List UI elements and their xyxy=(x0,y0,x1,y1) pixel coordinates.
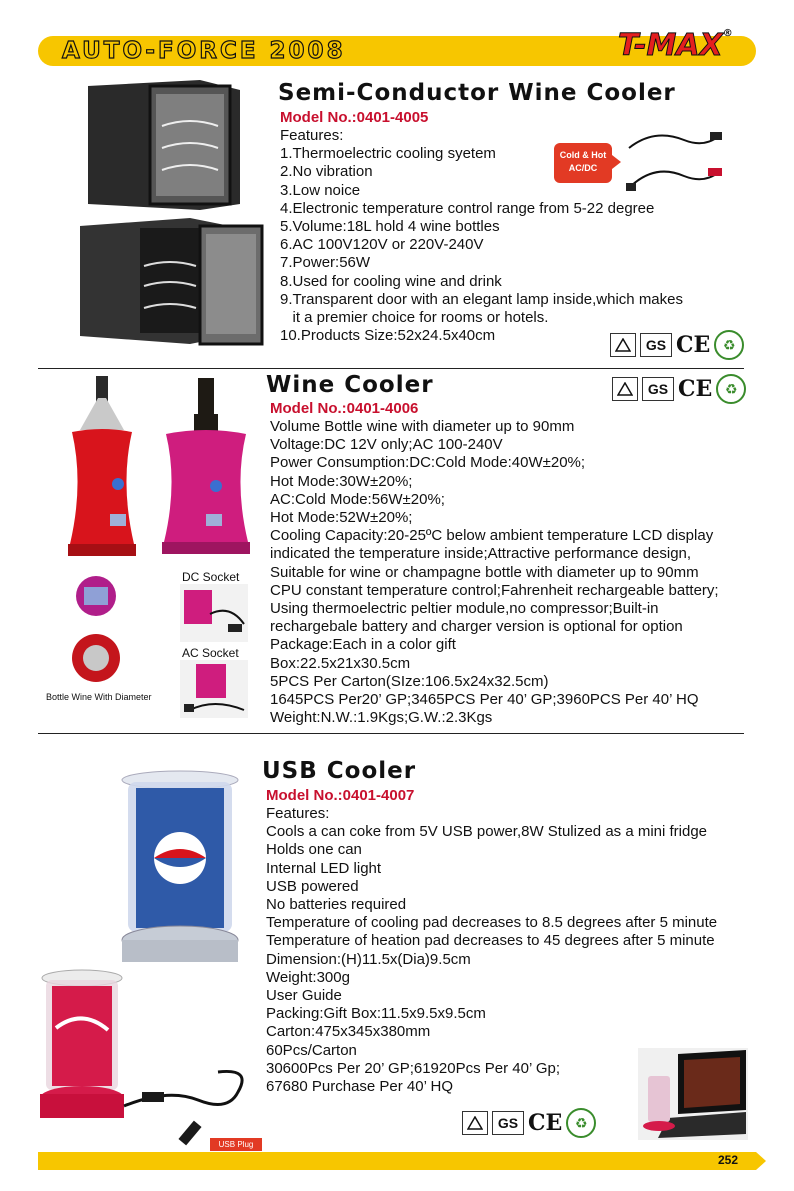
spec-line: Hot Mode:52W±20%; xyxy=(270,509,413,527)
spec-line: Voltage:DC 12V only;AC 100-240V xyxy=(270,436,503,454)
feature-line: Packing:Gift Box:11.5x9.5x9.5cm xyxy=(266,1005,486,1023)
spec-line: Cooling Capacity:20-25ºC below ambient temperature LCD display xyxy=(270,527,714,545)
feature-line: Cools a can coke from 5V USB power,8W Stulized as a mini fridge xyxy=(266,823,708,841)
section-divider xyxy=(38,733,744,734)
product-1-features xyxy=(280,127,683,345)
safety-mark-icon xyxy=(610,333,636,357)
dc-socket-label: DC Socket xyxy=(182,570,240,584)
feature-line: Carton:475x345x380mm xyxy=(266,1023,431,1041)
spec-line: 1645PCS Per20’ GP;3465PCS Per 40’ GP;3960PCS Per 40’ HQ xyxy=(270,691,699,709)
feature-line: 2.No vibration xyxy=(280,163,373,181)
product-2-certifications xyxy=(612,374,746,404)
safety-mark-icon xyxy=(462,1111,488,1135)
laptop-usb-cooler-image xyxy=(638,1048,748,1140)
spec-line: Volume Bottle wine with diameter up to 90mm xyxy=(270,418,575,435)
feature-line: USB powered xyxy=(266,877,359,895)
ce-mark-icon: CE xyxy=(528,1110,563,1136)
product-1-model: Model No.:0401-4005 xyxy=(280,109,429,126)
spec-line: 5PCS Per Carton(SIze:106.5x24x32.5cm) xyxy=(270,672,549,690)
ac-socket-label: AC Socket xyxy=(182,646,239,660)
eco-mark-icon: ♻ xyxy=(566,1108,596,1138)
feature-line: 9.Transparent door with an elegant lamp inside,which makes xyxy=(280,290,683,308)
feature-line: Internal LED light xyxy=(266,859,382,877)
eco-mark-icon: ♻ xyxy=(716,374,746,404)
gs-mark-icon: GS xyxy=(640,333,672,357)
gs-mark-icon: GS xyxy=(492,1111,524,1135)
product-3-model: Model No.:0401-4007 xyxy=(266,787,415,804)
spec-line: Weight:N.W.:1.9Kgs;G.W.:2.3Kgs xyxy=(270,709,493,727)
feature-line: User Guide xyxy=(266,987,342,1005)
spec-line: Box:22.5x21x30.5cm xyxy=(270,654,411,672)
section-divider xyxy=(38,368,744,369)
product-3-certifications xyxy=(462,1108,596,1138)
feature-line: Weight:300g xyxy=(266,968,350,986)
cold-hot-badge xyxy=(554,143,612,183)
dc-socket-image xyxy=(180,584,248,642)
spec-line: AC:Cold Mode:56W±20%; xyxy=(270,490,445,508)
usb-cooler-blue-image xyxy=(112,770,252,970)
product-2-model: Model No.:0401-4006 xyxy=(270,400,419,417)
feature-line: 10.Products Size:52x24.5x40cm xyxy=(280,327,496,345)
ac-socket-image xyxy=(180,660,248,718)
feature-line: 8.Used for cooling wine and drink xyxy=(280,272,502,290)
feature-line: 6.AC 100V120V or 220V-240V xyxy=(280,236,484,254)
lcd-and-diameter-images xyxy=(68,574,124,684)
gs-mark-icon: GS xyxy=(642,377,674,401)
feature-line: it a premier choice for rooms or hotels. xyxy=(280,309,549,327)
page-number: 252 xyxy=(718,1153,739,1167)
page-arrow-icon xyxy=(756,1152,766,1170)
feature-line: Temperature of cooling pad decreases to 8.5 degrees after 5 minute xyxy=(266,914,718,932)
feature-line: Dimension:(H)11.5x(Dia)9.5cm xyxy=(266,950,471,968)
feature-line: 4.Electronic temperature control range from 5-22 degree xyxy=(280,199,655,217)
safety-mark-icon xyxy=(612,377,638,401)
feature-line: No batteries required xyxy=(266,896,407,914)
wine-cooler-image xyxy=(58,374,258,574)
brand-logo xyxy=(618,28,733,63)
feature-line: Temperature of heation pad decreases to 45 degrees after 5 minute xyxy=(266,932,715,950)
usb-cooler-red-image xyxy=(38,968,288,1148)
product-3-title: USB Cooler xyxy=(262,758,417,784)
ce-mark-icon: CE xyxy=(676,332,711,358)
footer-bar xyxy=(38,1152,756,1170)
product-2-title: Wine Cooler xyxy=(266,372,434,398)
usb-plug-label: USB Plug xyxy=(210,1138,262,1151)
spec-line: Hot Mode:30W±20%; xyxy=(270,472,413,490)
feature-line: 30600Pcs Per 20’ GP;61920Pcs Per 40’ Gp; xyxy=(266,1059,561,1077)
power-cords-image xyxy=(624,128,724,198)
spec-line: Power Consumption:DC:Cold Mode:40W±20%; xyxy=(270,454,586,472)
feature-line: 67680 Purchase Per 40’ HQ xyxy=(266,1078,454,1096)
feature-line: 5.Volume:18L hold 4 wine bottles xyxy=(280,218,500,236)
spec-line: indicated the temperature inside;Attractive performance design, xyxy=(270,545,692,563)
spec-line: Package:Each in a color gift xyxy=(270,636,456,654)
feature-line: Holds one can xyxy=(266,841,362,859)
badge-line: Cold & Hot xyxy=(559,150,607,160)
ce-mark-icon: CE xyxy=(678,376,713,402)
product-1-title: Semi-Conductor Wine Cooler xyxy=(278,80,676,106)
spec-line: rechargebale battery and charger version is optional for option xyxy=(270,618,683,636)
catalog-title: AUTO-FORCE 2008 xyxy=(62,38,346,64)
semi-conductor-wine-cooler-image xyxy=(80,76,270,351)
registered-mark: ® xyxy=(722,28,733,39)
bottle-diameter-label: Bottle Wine With Diameter xyxy=(46,692,152,702)
spec-line: Using thermoelectric peltier module,no compressor;Built-in xyxy=(270,600,659,618)
badge-arrow-icon xyxy=(612,155,621,169)
feature-line: 1.Thermoelectric cooling syetem xyxy=(280,145,496,163)
feature-line: 60Pcs/Carton xyxy=(266,1041,357,1059)
feature-line: 3.Low noice xyxy=(280,181,361,199)
feature-line: 7.Power:56W xyxy=(280,254,371,272)
eco-mark-icon: ♻ xyxy=(714,330,744,360)
feature-line: Features: xyxy=(280,127,344,144)
spec-line: CPU constant temperature control;Fahrenheit rechargeable battery; xyxy=(270,581,719,599)
feature-line: Features: xyxy=(266,805,330,822)
spec-line: Suitable for wine or champagne bottle with diameter up to 90mm xyxy=(270,563,699,581)
badge-line: AC/DC xyxy=(568,163,598,173)
product-1-certifications xyxy=(610,330,744,360)
brand-logo-text: T-MAX xyxy=(618,28,723,63)
product-2-specs xyxy=(270,418,719,727)
